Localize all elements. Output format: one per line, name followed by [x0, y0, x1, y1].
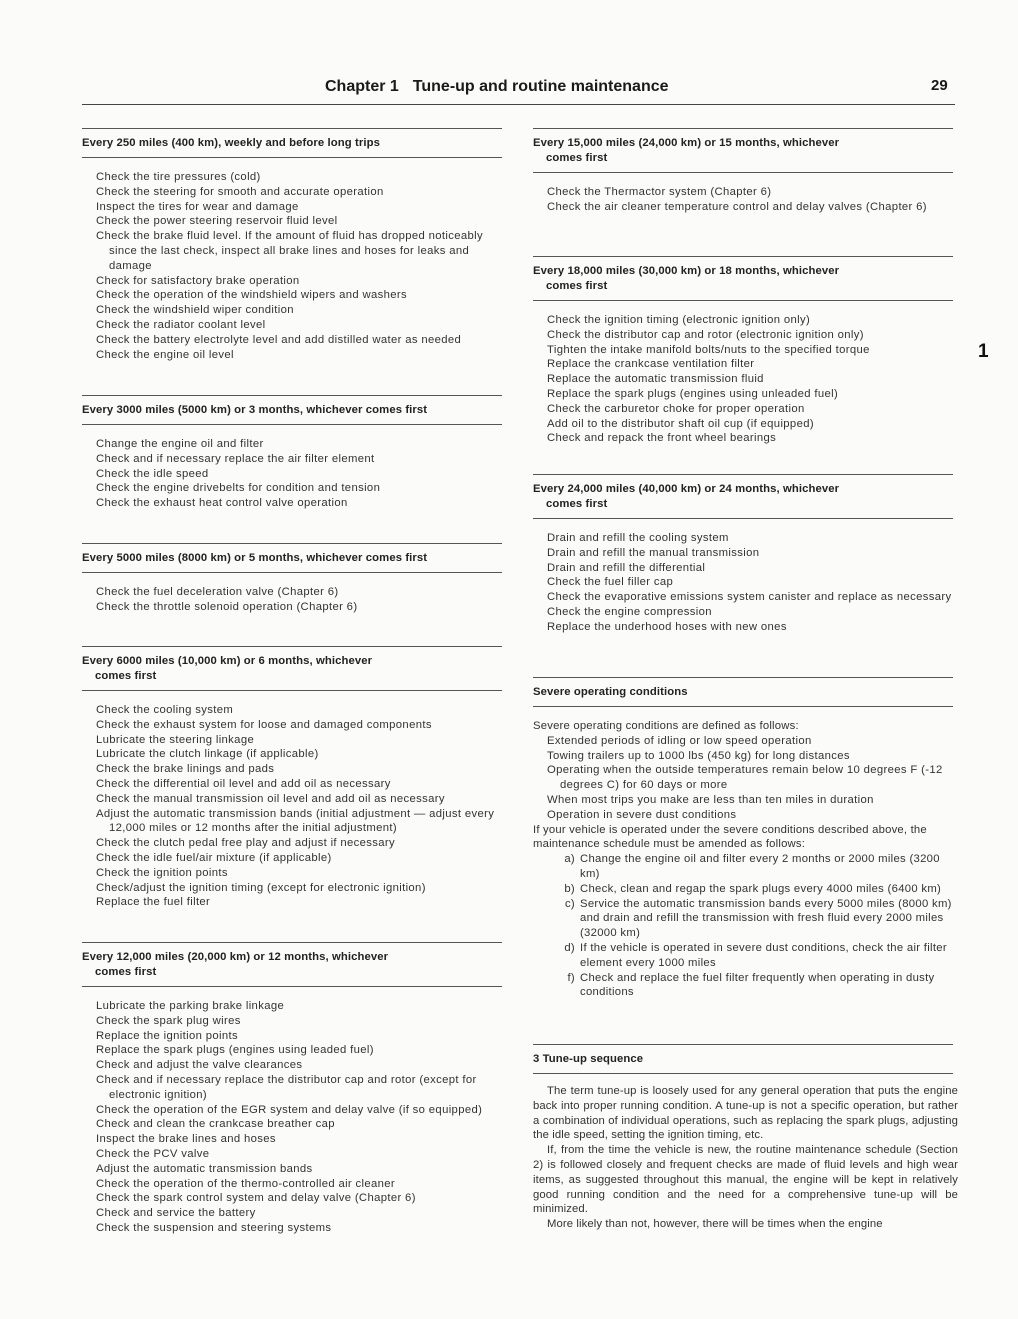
checklist-item: Check the fuel filler cap: [547, 576, 674, 589]
tuneup-section: [533, 1044, 958, 1232]
heading-line: comes first: [95, 670, 157, 682]
amendment-text: Check and replace the fuel filter frequently when operating in dusty conditions: [580, 971, 935, 999]
checklist-item: Check and clean the crankcase breather cap: [96, 1118, 335, 1131]
checklist-item: Check the Thermactor system (Chapter 6): [547, 186, 772, 198]
chapter-label: Chapter 1: [325, 78, 399, 95]
checklist-item: Check the operation of the EGR system and delay valve (if so equipped): [96, 1103, 483, 1116]
schedule-heading: [533, 257, 958, 300]
checklist-item: Check the engine drivebelts for condition and tension: [96, 482, 381, 495]
amendment-text: Check, clean and regap the spark plugs every 4000 miles (6400 km): [580, 882, 942, 895]
tuneup-paragraph: If, from the time the vehicle is new, the routine maintenance schedule (Section 2) is followed closely and frequent checks are made of fluid levels and high wear items, as suggested throughout this manual, the engine will be kept in relatively good running condition and the need for a comprehensive tune-up will be minimized.: [533, 1144, 958, 1216]
checklist-item: Drain and refill the manual transmission: [547, 546, 760, 559]
checklist-item: Check the spark control system and delay valve (Chapter 6): [96, 1192, 416, 1205]
checklist-item: Replace the automatic transmission fluid: [547, 373, 764, 386]
checklist-item: Replace the underhood hoses with new ones: [547, 620, 787, 633]
schedule-250-miles: [82, 128, 507, 362]
checklist-item: Check the ignition points: [96, 866, 228, 879]
checklist-item: Check the engine compression: [547, 605, 712, 618]
checklist-item: Check the ignition timing (electronic ignition only): [547, 314, 811, 326]
checklist-item: Check the suspension and steering systems: [96, 1221, 332, 1234]
schedule-6000-miles: [82, 646, 507, 910]
checklist-item: Inspect the tires for wear and damage: [96, 200, 299, 213]
checklist-item: Check the windshield wiper condition: [96, 304, 294, 317]
checklist: [533, 301, 958, 446]
checklist-item: Check and if necessary replace the air filter element: [96, 452, 375, 465]
checklist-item: Check the brake linings and pads: [96, 763, 275, 776]
checklist-item: Check the idle speed: [96, 467, 209, 480]
checklist: [533, 173, 958, 215]
checklist-item: Drain and refill the cooling system: [547, 532, 729, 544]
amendment-item: [533, 941, 958, 971]
tuneup-body: [533, 1074, 958, 1232]
checklist-item: Check the PCV valve: [96, 1147, 210, 1160]
checklist-item: Check the distributor cap and rotor (electronic ignition only): [547, 328, 864, 341]
checklist-item: Check the cooling system: [96, 704, 234, 716]
checklist-item: Replace the ignition points: [96, 1029, 238, 1042]
amendment-item: [533, 852, 958, 882]
checklist-item: Check and adjust the valve clearances: [96, 1059, 303, 1072]
checklist-item: Check the engine oil level: [96, 348, 234, 361]
severe-amendments-list: [533, 852, 958, 1000]
heading-line: comes first: [546, 152, 608, 164]
amendment-item: [533, 897, 958, 941]
schedule-3000-miles: [82, 395, 507, 511]
chapter-title: Tune-up and routine maintenance: [412, 78, 669, 95]
checklist-item: Replace the spark plugs (engines using leaded fuel): [96, 1044, 374, 1057]
checklist-item: Replace the fuel filter: [96, 896, 211, 909]
tuneup-paragraph: More likely than not, however, there will be times when the engine: [547, 1218, 883, 1231]
schedule-5000-miles: [82, 543, 507, 615]
checklist-item: Check the manual transmission oil level and add oil as necessary: [96, 792, 445, 805]
checklist-item: Lubricate the steering linkage: [96, 733, 255, 746]
checklist-item: Check the throttle solenoid operation (Chapter 6): [96, 600, 358, 613]
amendment-label: c): [564, 897, 575, 910]
severe-heading: Severe operating conditions: [533, 686, 688, 698]
amendment-label: b): [564, 882, 575, 895]
checklist-item: Check the steering for smooth and accurate operation: [96, 185, 384, 198]
checklist-item: Lubricate the parking brake linkage: [96, 1000, 285, 1012]
checklist-item: Check the exhaust heat control valve operation: [96, 497, 348, 510]
checklist: [82, 425, 507, 511]
checklist: [82, 158, 507, 362]
heading-line: comes first: [546, 280, 608, 292]
schedule-18000-miles: [533, 256, 958, 446]
page-number: 29: [931, 77, 948, 94]
schedule-heading: [82, 544, 507, 572]
checklist: [82, 691, 507, 910]
condition-item: Operation in severe dust conditions: [547, 808, 737, 821]
amendment-item: [533, 882, 958, 897]
tuneup-paragraph: The term tune-up is loosely used for any general operation that puts the engine back into proper running condition. A tune-up is not a specific operation, but rather a combination of individual operations, such as replacing the spark plugs, adjusting the idle speed, setting the ignition timing, etc.: [533, 1085, 958, 1142]
heading-line: Every 15,000 miles (24,000 km) or 15 months, whichever: [533, 137, 840, 149]
amendment-text: Change the engine oil and filter every 2 months or 2000 miles (3200 km): [580, 853, 940, 880]
checklist-item: Check for satisfactory brake operation: [96, 274, 300, 287]
condition-item: Operating when the outside temperatures remain below 10 degrees F (-12 degrees C) for 60 days or more: [547, 764, 943, 792]
checklist-item: Check and service the battery: [96, 1207, 256, 1220]
schedule-24000-miles: [533, 474, 958, 635]
checklist-item: Change the engine oil and filter: [96, 438, 264, 450]
severe-statement: If your vehicle is operated under the severe conditions described above, the maintenance schedule must be amended as follows:: [533, 823, 927, 851]
schedule-heading: [82, 647, 507, 690]
checklist-item: Add oil to the distributor shaft oil cup (if equipped): [547, 417, 814, 430]
amendment-item: [533, 971, 958, 1001]
severe-conditions-section: [533, 677, 958, 1000]
checklist-item: Check the evaporative emissions system canister and replace as necessary: [547, 591, 952, 604]
checklist-item: Adjust the automatic transmission bands: [96, 1162, 313, 1175]
chapter-tab: 1: [978, 341, 989, 362]
heading-line: Every 6000 miles (10,000 km) or 6 months, whichever: [82, 655, 373, 667]
severe-conditions-list: [533, 734, 958, 823]
tuneup-heading: 3 Tune-up sequence: [533, 1053, 644, 1065]
heading-line: Every 24,000 miles (40,000 km) or 24 months, whichever: [533, 483, 840, 495]
schedule-heading: [82, 396, 507, 424]
checklist-item: Check the radiator coolant level: [96, 318, 266, 331]
left-column: [82, 0, 507, 1319]
checklist-item: Replace the crankcase ventilation filter: [547, 358, 755, 371]
checklist-item: Check the exhaust system for loose and damaged components: [96, 718, 432, 731]
checklist-item: Check the brake fluid level. If the amount of fluid has dropped noticeably since the last check, inspect all brake lines and hoses for leaks and damage: [96, 230, 483, 272]
schedule-heading: [82, 943, 507, 986]
checklist-item: Check the operation of the windshield wipers and washers: [96, 289, 407, 302]
heading-line: Every 18,000 miles (30,000 km) or 18 months, whichever: [533, 265, 840, 277]
checklist-item: Check the fuel deceleration valve (Chapter 6): [96, 586, 339, 598]
schedule-15000-miles: [533, 128, 958, 215]
checklist-item: Check the power steering reservoir fluid level: [96, 215, 338, 228]
checklist-item: Check the carburetor choke for proper operation: [547, 402, 805, 415]
checklist-item: Check the battery electrolyte level and add distilled water as needed: [96, 333, 462, 346]
amendment-text: Service the automatic transmission bands every 5000 miles (8000 km) and drain and refill the transmission with fresh fluid every 2000 miles (32000 km): [580, 897, 952, 940]
checklist: [533, 519, 958, 635]
heading-line: Every 5000 miles (8000 km) or 5 months, whichever comes first: [82, 552, 428, 564]
checklist-item: Check the operation of the thermo-controlled air cleaner: [96, 1177, 396, 1190]
checklist-item: Check the idle fuel/air mixture (if applicable): [96, 851, 332, 864]
condition-item: When most trips you make are less than ten miles in duration: [547, 793, 874, 806]
right-column: [533, 0, 958, 1319]
checklist-item: Check the clutch pedal free play and adjust if necessary: [96, 837, 396, 850]
condition-item: Extended periods of idling or low speed operation: [547, 734, 812, 747]
amendment-label: f): [567, 971, 575, 984]
heading-line: comes first: [95, 966, 157, 978]
schedule-heading: [533, 475, 958, 518]
checklist-item: Check the air cleaner temperature control and delay valves (Chapter 6): [547, 200, 927, 213]
checklist: [82, 573, 507, 615]
heading-line: Every 3000 miles (5000 km) or 3 months, whichever comes first: [82, 404, 428, 416]
schedule-heading: [533, 129, 958, 172]
checklist-item: Tighten the intake manifold bolts/nuts to the specified torque: [547, 343, 870, 356]
checklist: [82, 987, 507, 1236]
checklist-item: Check and if necessary replace the distributor cap and rotor (except for electronic ignition): [96, 1073, 477, 1101]
amendment-label: d): [564, 941, 575, 954]
heading-line: Every 12,000 miles (20,000 km) or 12 months, whichever: [82, 951, 389, 963]
checklist-item: Check the tire pressures (cold): [96, 171, 261, 183]
checklist-item: Check the spark plug wires: [96, 1014, 241, 1027]
schedule-heading: [82, 129, 507, 157]
amendment-label: a): [564, 853, 575, 866]
checklist-item: Check and repack the front wheel bearings: [547, 432, 777, 445]
condition-item: Towing trailers up to 1000 lbs (450 kg) for long distances: [547, 749, 850, 762]
heading-line: comes first: [546, 498, 608, 510]
checklist-item: Drain and refill the differential: [547, 561, 706, 574]
checklist-item: Check/adjust the ignition timing (except for electronic ignition): [96, 881, 426, 894]
checklist-item: Check the differential oil level and add oil as necessary: [96, 777, 391, 790]
checklist-item: Inspect the brake lines and hoses: [96, 1133, 276, 1146]
amendment-text: If the vehicle is operated in severe dust conditions, check the air filter element every 1000 miles: [580, 941, 947, 969]
checklist-item: Adjust the automatic transmission bands (initial adjustment — adjust every 12,000 miles or 12 months after the initial adjustment): [96, 807, 495, 835]
severe-intro: Severe operating conditions are defined as follows:: [533, 720, 799, 732]
schedule-12000-miles: [82, 942, 507, 1236]
heading-line: Every 250 miles (400 km), weekly and before long trips: [82, 137, 380, 149]
checklist-item: Replace the spark plugs (engines using unleaded fuel): [547, 387, 839, 400]
checklist-item: Lubricate the clutch linkage (if applicable): [96, 748, 319, 761]
